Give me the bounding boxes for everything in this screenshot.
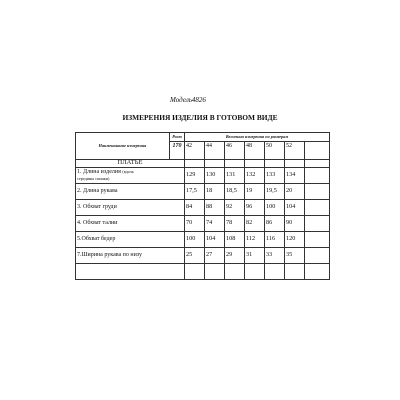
size-cell: 42 [185,142,205,160]
empty-cell [305,216,330,232]
empty-cell [225,160,245,168]
value-cell: 88 [205,200,225,216]
empty-cell [305,168,330,184]
row-name: 7.Ширина рукава по низу [76,248,185,264]
empty-cell [305,248,330,264]
value-cell: 70 [185,216,205,232]
empty-cell [245,160,265,168]
value-cell: 31 [245,248,265,264]
value-cell: 17,5 [185,184,205,200]
value-cell: 100 [265,200,285,216]
table-row [76,200,330,216]
value-cell: 84 [185,200,205,216]
empty-cell [305,184,330,200]
empty-cell [185,160,205,168]
header-name: Наименование измерения [76,133,170,160]
empty-cell [305,232,330,248]
value-cell: 120 [285,232,305,248]
value-cell: 108 [225,232,245,248]
header-row [76,133,330,142]
value-cell: 132 [245,168,265,184]
page-title: ИЗМЕРЕНИЯ ИЗДЕЛИЯ В ГОТОВОМ ВИДЕ [122,113,278,122]
value-cell: 27 [205,248,225,264]
empty-cell [305,200,330,216]
header-height: Рост [170,133,185,142]
value-cell: 18,5 [225,184,245,200]
value-cell: 96 [245,200,265,216]
value-cell: 29 [225,248,245,264]
empty-cell [205,264,225,280]
size-cell: 44 [205,142,225,160]
row-name: 2. Длина рукава [76,184,185,200]
empty-cell [185,264,205,280]
value-cell: 25 [185,248,205,264]
size-chart-table [75,132,330,280]
value-cell: 134 [285,168,305,184]
table-row [76,232,330,248]
row-name: 3. Обхват груди [76,200,185,216]
value-cell: 104 [205,232,225,248]
value-cell: 100 [185,232,205,248]
table-row-empty [76,264,330,280]
empty-cell [285,264,305,280]
value-cell: 104 [285,200,305,216]
value-cell: 131 [225,168,245,184]
section-title: ПЛАТЬЕ [76,160,185,168]
empty-cell [76,264,185,280]
empty-cell [265,160,285,168]
table-row [76,168,330,184]
table-row [76,216,330,232]
value-cell: 19 [245,184,265,200]
row-name: 5.Обхват бедер [76,232,185,248]
size-cell: 50 [265,142,285,160]
size-cell-empty [305,142,330,160]
value-cell: 74 [205,216,225,232]
value-cell: 92 [225,200,245,216]
empty-cell [305,264,330,280]
empty-cell [285,160,305,168]
table-row [76,248,330,264]
section-row [76,160,330,168]
model-label: Модель4826 [170,96,206,104]
value-cell: 86 [265,216,285,232]
row-name: 4. Обхват талии [76,216,185,232]
value-cell: 33 [265,248,285,264]
value-cell: 20 [285,184,305,200]
size-cell: 46 [225,142,245,160]
empty-cell [245,264,265,280]
value-cell: 19,5 [265,184,285,200]
row-name: 1. Длина изделия (вдоль середины спинки) [76,168,185,184]
value-cell: 78 [225,216,245,232]
value-cell: 130 [205,168,225,184]
empty-cell [305,160,330,168]
value-cell: 18 [205,184,225,200]
value-cell: 133 [265,168,285,184]
height-value: 170 [170,142,185,160]
value-cell: 116 [265,232,285,248]
value-cell: 112 [245,232,265,248]
empty-cell [265,264,285,280]
value-cell: 129 [185,168,205,184]
empty-cell [205,160,225,168]
value-cell: 35 [285,248,305,264]
value-cell: 82 [245,216,265,232]
size-cell: 48 [245,142,265,160]
header-sizes: Величина измерения по размерам [185,133,330,142]
table-row [76,184,330,200]
empty-cell [225,264,245,280]
size-cell: 52 [285,142,305,160]
value-cell: 90 [285,216,305,232]
